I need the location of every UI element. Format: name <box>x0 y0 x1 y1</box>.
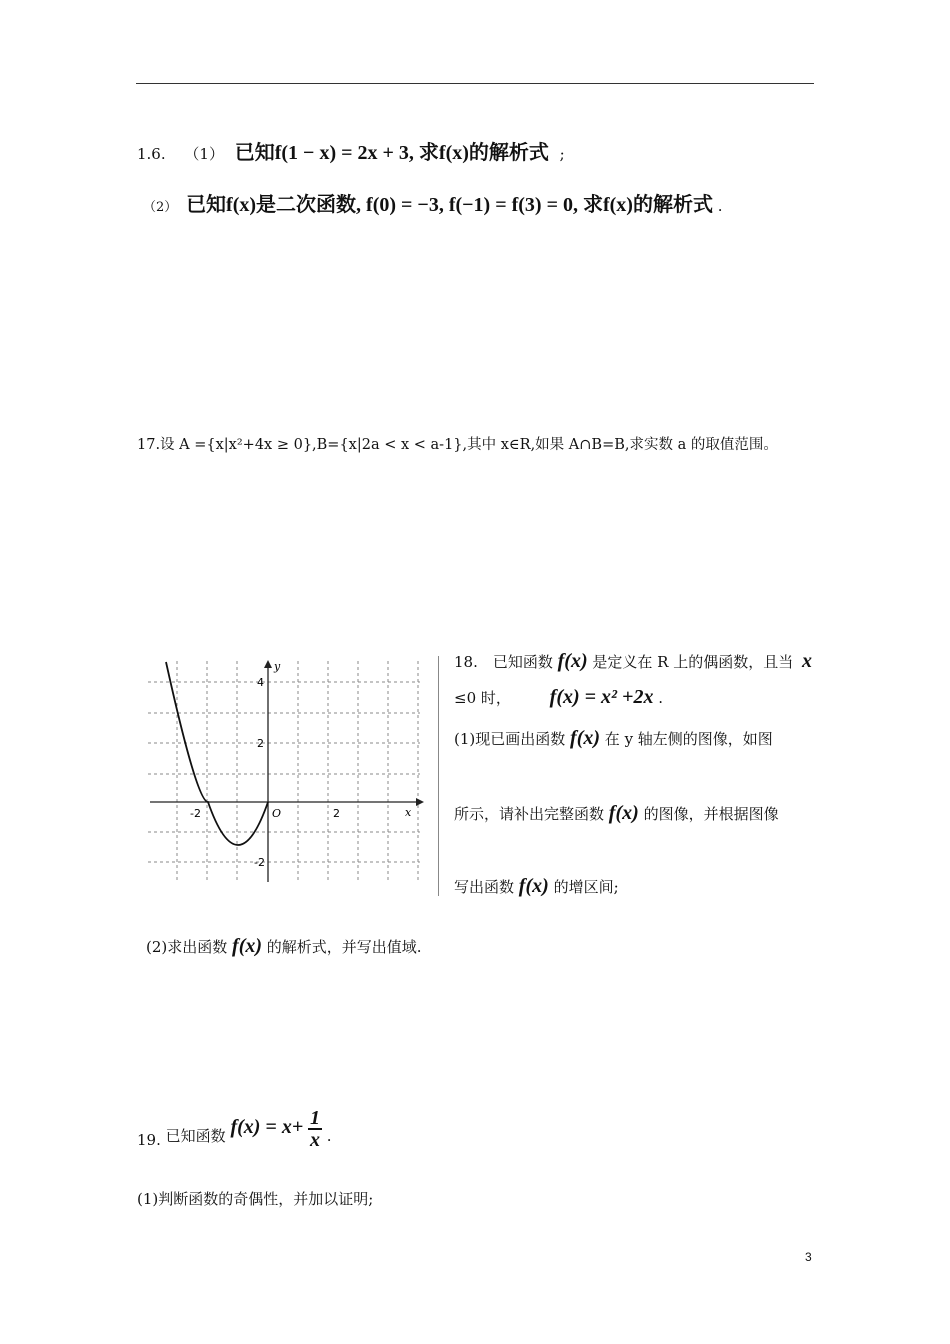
q19-frac-num: 1 <box>310 1107 320 1129</box>
origin-label: O <box>272 807 282 820</box>
q18-line3-a: (1)现已画出函数 <box>454 730 566 748</box>
function-graph <box>148 656 428 886</box>
q16-part1-text: 已知f(1 − x) = 2x + 3, 求f(x)的解析式 <box>234 142 549 164</box>
q16-line1 <box>137 136 565 165</box>
x-axis-arrow <box>416 798 424 806</box>
q18-fx-1: f(x) <box>557 650 588 672</box>
q19-number: 19. <box>137 1131 161 1149</box>
y-axis-label: y <box>274 660 281 673</box>
q18-line1-b: 是定义在 R 上的偶函数，且当 <box>592 653 794 671</box>
q18-part2-a: (2)求出函数 <box>146 938 228 956</box>
q16-part2-end: . <box>717 197 723 215</box>
q18-line1-a: 18. 已知函数 <box>454 653 553 671</box>
q18-line2-end: . <box>658 689 664 707</box>
q18-line3-b: 在 y 轴左侧的图像，如图 <box>604 730 773 748</box>
q18-line4-b: 的图像，并根据图像 <box>643 805 779 823</box>
y-axis-arrow <box>264 660 272 668</box>
y-tick-2: 2 <box>257 737 264 750</box>
y-tick-4: 4 <box>257 676 264 689</box>
x-tick-neg2: -2 <box>190 807 201 820</box>
page-number: 3 <box>805 1250 812 1264</box>
q16-part2-label: （2） <box>143 200 178 215</box>
q16-part2-text: 已知f(x)是二次函数, f(0) = −3, f(−1) = f(3) = 0, 求f(x)的解析式 <box>186 194 713 216</box>
q16-part1-end: ; <box>559 145 565 163</box>
q18-line2-a: ≤0 时， <box>454 689 511 707</box>
q18-fx-4: f(x) <box>518 875 549 897</box>
q18-line4 <box>454 802 779 825</box>
q17-text: 17.设 A ={x|x²+4x ≥ 0},B={x|2a < x < a-1},其中 x∈R,如果 A∩B=B,求实数 a 的取值范围。 <box>137 437 778 453</box>
q18-fx-3: f(x) <box>608 802 639 824</box>
q18-formula: f(x) = x² +2x <box>549 686 654 708</box>
x-tick-2: 2 <box>333 807 340 820</box>
q18-part2-b: 的解析式，并写出值域. <box>266 938 422 956</box>
q19-fraction <box>308 1108 322 1150</box>
q18-line5 <box>454 875 619 898</box>
q19-end: . <box>326 1127 332 1145</box>
y-tick-neg2: -2 <box>254 856 265 869</box>
q18-line5-a: 写出函数 <box>454 878 515 896</box>
q19-line1 <box>137 1108 332 1150</box>
q18-line1 <box>454 650 812 673</box>
q18-x-var: x <box>802 650 813 672</box>
header-rule <box>136 83 814 84</box>
q16-line2 <box>143 188 723 217</box>
curve-left-half <box>166 662 268 845</box>
q18-line3 <box>454 727 773 750</box>
grid-lines <box>148 661 420 882</box>
q19-formula-lhs: f(x) = x+ <box>230 1116 304 1138</box>
q18-line5-b: 的增区间; <box>553 878 619 896</box>
q19-frac-den: x <box>310 1129 320 1151</box>
q16-number: 1.6. <box>137 145 166 163</box>
q18-line4-a: 所示，请补出完整函数 <box>454 805 605 823</box>
q18-part2 <box>146 935 422 958</box>
column-divider <box>438 656 439 896</box>
q18-fx-2: f(x) <box>570 727 601 749</box>
x-axis-label: x <box>405 806 412 819</box>
q18-line2 <box>454 686 663 709</box>
q18-fx-5: f(x) <box>232 935 263 957</box>
q19-part1: (1)判断函数的奇偶性，并加以证明; <box>137 1190 374 1208</box>
q19-intro: 已知函数 <box>165 1127 226 1145</box>
q16-part1-label: （1） <box>184 145 224 163</box>
